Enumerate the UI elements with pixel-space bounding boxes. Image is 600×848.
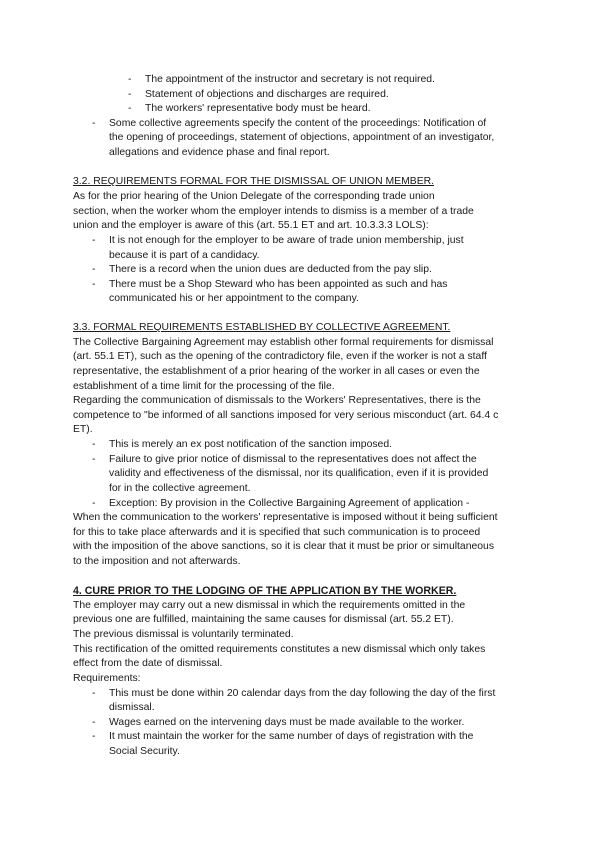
bullet-line: This must be done within 20 calendar days from the day following the day of the first	[109, 688, 496, 699]
bullet-line: It must maintain the worker for the same number of days of registration with the	[109, 731, 474, 742]
bullet-line: because it is part of a candidacy.	[109, 250, 260, 261]
bullet-line: Some collective agreements specify the content of the proceedings: Notification of	[109, 118, 487, 129]
paragraph-line: The Collective Bargaining Agreement may establish other formal requirements for dismissal	[73, 337, 494, 348]
paragraph-line: This rectification of the omitted requirements constitutes a new dismissal which only takes	[73, 644, 486, 655]
bullet-line: There is a record when the union dues are deducted from the pay slip.	[109, 264, 432, 275]
paragraph-line: effect from the date of dismissal.	[73, 658, 223, 669]
bullet-dash: -	[92, 454, 96, 465]
sub-bullet-3: The workers' representative body must be heard.	[145, 103, 371, 114]
bullet-line: dismissal.	[109, 702, 155, 713]
paragraph-line: The employer may carry out a new dismissal in which the requirements omitted in the	[73, 600, 466, 611]
bullet-dash: -	[92, 264, 96, 275]
bullet-dash: -	[92, 279, 96, 290]
bullet-dash: -	[92, 498, 96, 509]
bullet-line: communicated his or her appointment to the company.	[109, 293, 359, 304]
bullet-line: for in the collective agreement.	[109, 483, 251, 494]
bullet-line: the opening of proceedings, statement of objections, appointment of an investigator,	[109, 132, 495, 143]
paragraph-line: previous one are fulfilled, maintaining the same causes for dismissal (art. 55.2 ET).	[73, 614, 454, 625]
sub-bullet-2: Statement of objections and discharges are required.	[145, 89, 389, 100]
paragraph-line: When the communication to the workers' representative is imposed without it being sufficient	[73, 512, 498, 523]
bullet-dash: -	[128, 103, 132, 114]
bullet-dash: -	[92, 731, 96, 742]
bullet-line: There must be a Shop Steward who has been appointed as such and has	[109, 279, 448, 290]
bullet-line: Wages earned on the intervening days must be made available to the worker.	[109, 717, 465, 728]
bullet-line: It is not enough for the employer to be aware of trade union membership, just	[109, 235, 464, 246]
paragraph-line: to the imposition and not afterwards.	[73, 556, 241, 567]
paragraph-line: Regarding the communication of dismissals to the Workers' Representatives, there is the	[73, 395, 481, 406]
paragraph-line: As for the prior hearing of the Union Delegate of the corresponding trade union	[73, 191, 435, 202]
paragraph-line: union and the employer is aware of this (art. 55.1 ET and art. 10.3.3.3 LOLS):	[73, 220, 429, 231]
bullet-line: This is merely an ex post notification of the sanction imposed.	[109, 439, 392, 450]
paragraph-line: for this to take place afterwards and it is specified that such communication is to proceed	[73, 527, 481, 538]
bullet-dash: -	[92, 439, 96, 450]
paragraph-line: section, when the worker whom the employer intends to dismiss is a member of a trade	[73, 206, 474, 217]
bullet-dash: -	[92, 717, 96, 728]
bullet-dash: -	[128, 74, 132, 85]
bullet-line: allegations and evidence phase and final report.	[109, 147, 330, 158]
section-heading-3-3: 3.3. FORMAL REQUIREMENTS ESTABLISHED BY COLLECTIVE AGREEMENT.	[73, 322, 451, 333]
paragraph-line: competence to "be informed of all sanctions imposed for very serious misconduct (art. 64.4 c	[73, 410, 499, 421]
bullet-dash: -	[92, 688, 96, 699]
paragraph-line: establishment of a time limit for the processing of the file.	[73, 381, 335, 392]
paragraph-line: representative, the establishment of a prior hearing of the worker in all cases or even the	[73, 366, 480, 377]
sub-bullet-1: The appointment of the instructor and secretary is not required.	[145, 74, 435, 85]
bullet-line: Exception: By provision in the Collective Bargaining Agreement of application -	[109, 498, 470, 509]
section-heading-4: 4. CURE PRIOR TO THE LODGING OF THE APPLICATION BY THE WORKER.	[73, 585, 457, 597]
bullet-line: Failure to give prior notice of dismissal to the representatives does not affect the	[109, 454, 477, 465]
bullet-dash: -	[92, 235, 96, 246]
bullet-dash: -	[128, 89, 132, 100]
paragraph-line: The previous dismissal is voluntarily terminated.	[73, 629, 294, 640]
paragraph-line: (art. 55.1 ET), such as the opening of the contradictory file, even if the worker is not a staff	[73, 351, 487, 362]
bullet-line: validity and effectiveness of the dismissal, nor its qualification, even if it is provided	[109, 468, 489, 479]
bullet-line: Social Security.	[109, 746, 180, 757]
bullet-dash: -	[92, 118, 96, 129]
paragraph-line: ET).	[73, 424, 93, 435]
paragraph-line: Requirements:	[73, 673, 141, 684]
paragraph-line: with the imposition of the above sanctions, so it is clear that it must be prior or simultaneous	[73, 541, 495, 552]
section-heading-3-2: 3.2. REQUIREMENTS FORMAL FOR THE DISMISSAL OF UNION MEMBER.	[73, 176, 435, 187]
